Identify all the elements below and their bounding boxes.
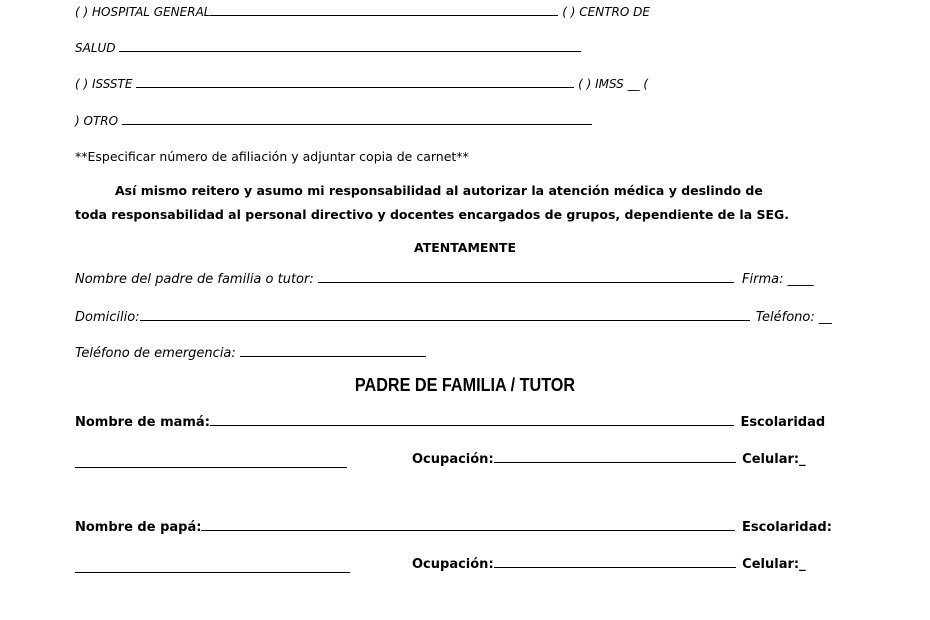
atentamente-heading: ATENTAMENTE (414, 240, 516, 255)
issste-row (75, 77, 648, 91)
phone-label: Teléfono: __ (755, 310, 832, 325)
mother-name-label: Nombre de mamá: (75, 415, 210, 430)
centro-de-label: ( ) CENTRO DE (562, 5, 650, 19)
issste-label: ( ) ISSSTE (75, 77, 133, 91)
mother-name-field[interactable] (210, 424, 734, 426)
responsibility-paragraph: Así mismo reitero y asumo mi responsabilidad al autorizar la atención médica y deslindo de toda responsabilidad al personal directivo y docentes encargados de grupos, dependiente de la SEG. (75, 183, 790, 222)
guardian-name-row (75, 272, 814, 287)
mother-education-field[interactable] (75, 466, 347, 468)
emergency-phone-label: Teléfono de emergencia: (75, 346, 236, 361)
signature-label: Firma: ____ (742, 272, 814, 287)
emergency-phone-row (75, 346, 426, 361)
imss-label: ( ) IMSS __ ( (578, 77, 649, 91)
guardian-name-label: Nombre del padre de familia o tutor: (75, 272, 314, 287)
mother-education-label: Escolaridad (740, 415, 826, 430)
salud-label: SALUD (75, 41, 116, 55)
salud-field[interactable] (119, 50, 581, 52)
otro-field[interactable] (122, 123, 592, 125)
mother-occupation-row (412, 452, 806, 467)
salud-row (75, 41, 581, 55)
mother-cell-label: Celular:_ (742, 452, 806, 467)
father-occupation-field[interactable] (494, 566, 736, 568)
hospital-general-label: ( ) HOSPITAL GENERAL (75, 5, 211, 19)
hospital-general-row (75, 5, 650, 19)
address-field[interactable] (140, 319, 750, 321)
guardian-name-field[interactable] (318, 281, 734, 283)
affiliation-note: **Especificar número de afiliación y adjuntar copia de carnet** (75, 149, 469, 164)
address-label: Domicilio: (75, 310, 140, 325)
father-name-row (75, 520, 832, 535)
father-occupation-row (412, 557, 806, 572)
address-row (75, 310, 832, 325)
father-education-field[interactable] (75, 571, 350, 573)
otro-label: ) OTRO (75, 114, 119, 128)
father-education-label: Escolaridad: (741, 520, 832, 535)
section-title: PADRE DE FAMILIA / TUTOR (354, 375, 576, 395)
issste-field[interactable] (136, 86, 574, 88)
hospital-general-field[interactable] (210, 14, 558, 16)
otro-row (75, 114, 592, 128)
emergency-phone-field[interactable] (240, 355, 426, 357)
mother-name-row (75, 415, 825, 430)
father-name-label: Nombre de papá: (75, 520, 202, 535)
father-name-field[interactable] (201, 529, 735, 531)
father-cell-label: Celular:_ (742, 557, 806, 572)
mother-occupation-label: Ocupación: (412, 452, 494, 467)
father-occupation-label: Ocupación: (412, 557, 494, 572)
mother-occupation-field[interactable] (494, 461, 736, 463)
